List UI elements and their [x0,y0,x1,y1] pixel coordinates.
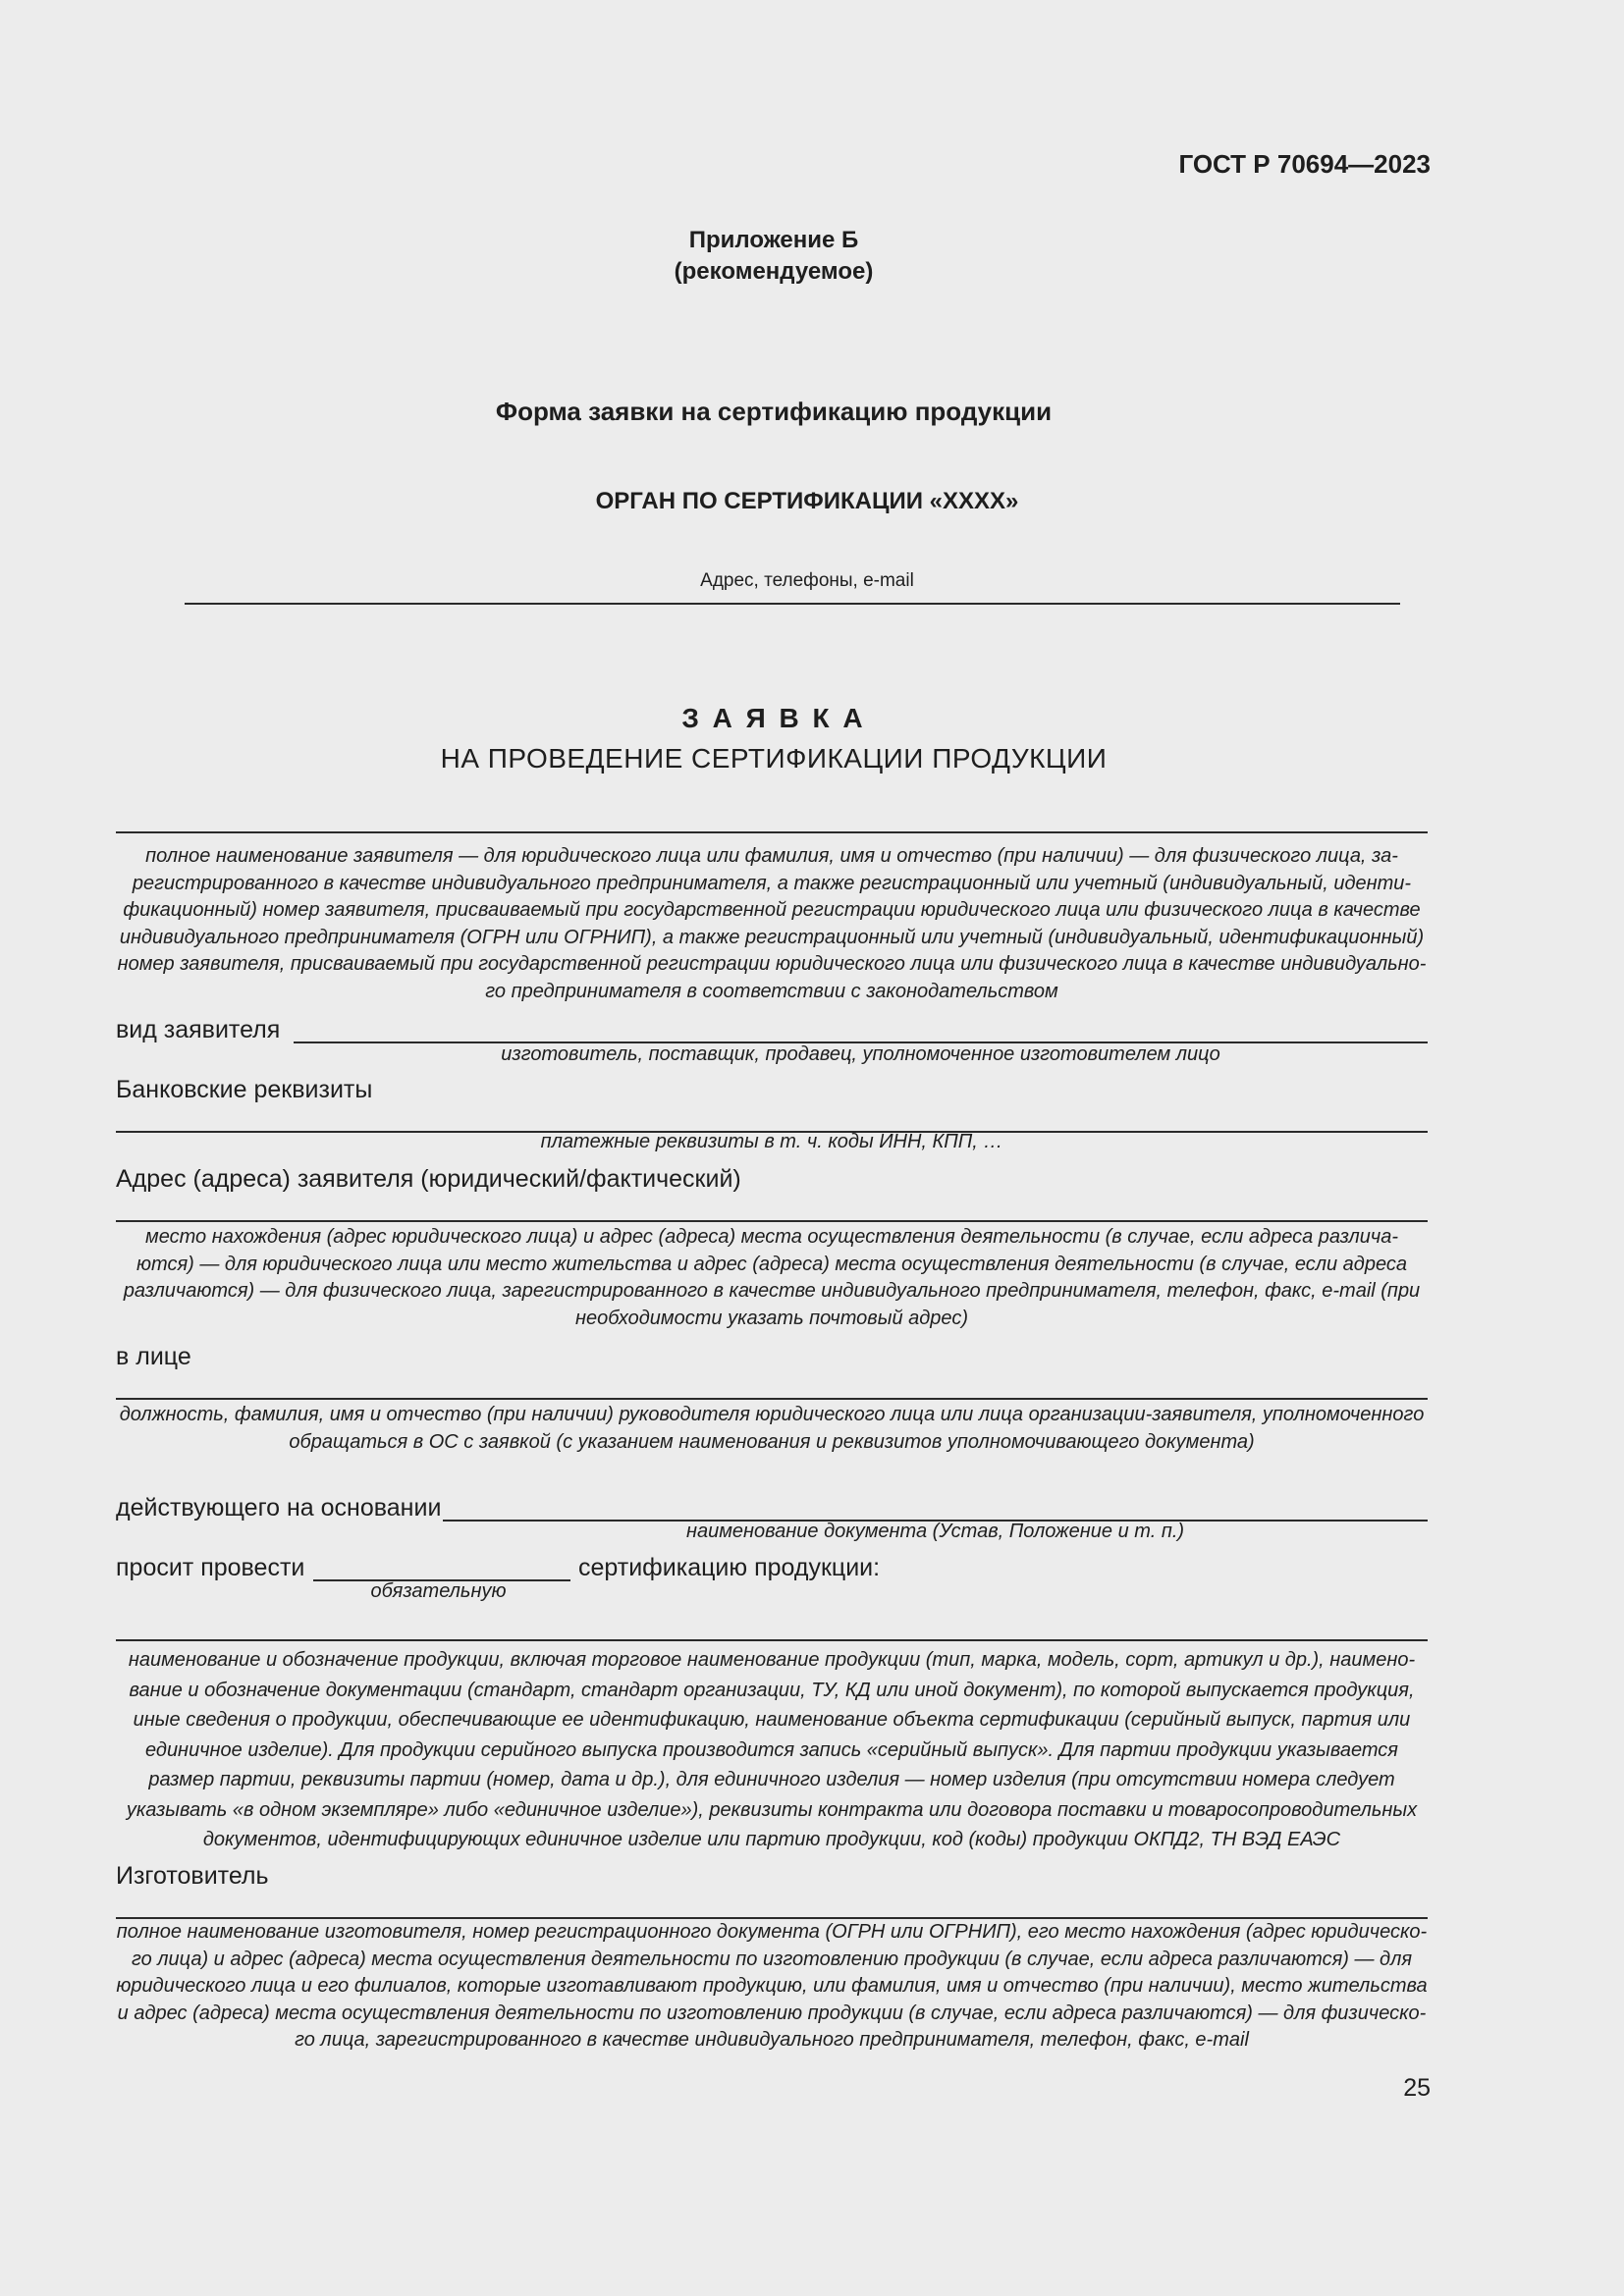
hint-line: место нахождения (адрес юридического лица) и адрес (адреса) места осуществления деятельности (в случае, если адреса различа- [144,1226,1399,1248]
hint-line: наименование и обозначение продукции, включая торговое наименование продукции (тип, марка, модель, сорт, артикул и др.), наимено- [128,1649,1416,1671]
application-subtitle: НА ПРОВЕДЕНИЕ СЕРТИФИКАЦИИ ПРОДУКЦИИ [440,743,1108,774]
standard-id: ГОСТ Р 70694—2023 [1178,149,1431,179]
represented-line[interactable] [116,1398,1428,1400]
hint-line: регистрированного в качестве индивидуального предпринимателя, а также регистрационный или учетный (индивидуальный, иденти- [132,872,1412,894]
address-label: Адрес (адреса) заявителя (юридический/фактический) [116,1165,741,1193]
represented-hint [116,1402,1428,1456]
product-hint [116,1645,1428,1855]
represented-label: в лице [116,1343,191,1370]
hint-line: вание и обозначение документации (стандарт, стандарт организации, ТУ, КД или иной документ), по которой выпускается продукция, [129,1679,1415,1701]
applicant-name-line[interactable] [116,831,1428,833]
basis-hint: наименование документа (Устав, Положение и т. п.) [685,1521,1185,1542]
product-line[interactable] [116,1639,1428,1641]
hint-line: го лица, зарегистрированного в качестве индивидуального предпринимателя, телефон, факс, e-mail [295,2029,1249,2051]
appendix-status: (рекомендуемое) [674,258,874,285]
certification-body-name: ОРГАН ПО СЕРТИФИКАЦИИ «XXXX» [595,488,1019,514]
hint-line: номер заявителя, присваиваемый при государственной регистрации юридического лица или физического лица в качестве индивидуально- [117,953,1427,975]
hint-line: полное наименование заявителя — для юридического лица или фамилия, имя и отчество (при наличии) — для физического лица, за- [145,845,1398,867]
applicant-type-hint: изготовитель, поставщик, продавец, уполномоченное изготовителем лицо [501,1043,1220,1065]
appendix-title: Приложение Б [688,227,859,253]
hint-line: указывать «в одном экземпляре» либо «единичное изделие»), реквизиты контракта или договора поставки и товаросопроводительных [126,1798,1418,1821]
hint-line: полное наименование изготовителя, номер регистрационного документа (ОГРН или ОГРНИП), его место нахождения (адрес юридическо- [116,1921,1428,1943]
request-hint: обязательную [370,1580,507,1602]
page-number: 25 [1403,2074,1431,2102]
address-line[interactable] [116,1220,1428,1222]
hint-line: индивидуального предпринимателя (ОГРН или ОГРНИП), а также регистрационный или учетный (индивидуальный, идентификационный) [119,926,1425,948]
hint-line: единичное изделие). Для продукции серийного выпуска производится запись «серийный выпуск». Для партии продукции указывается [144,1738,1398,1761]
hint-line: должность, фамилия, имя и отчество (при наличии) руководителя юридического лица или лица организации-заявителя, уполномоченного [119,1404,1425,1425]
application-title: З А Я В К А [681,703,866,733]
request-label-before: просит провести [116,1554,305,1581]
hint-line: и адрес (адреса) места осуществления деятельности по изготовлению продукции (в случае, если адреса различаются) — для физическо- [117,2002,1427,2024]
hint-line: го лица) и адрес (адреса) места осуществления деятельности по изготовлению продукции (в случае, если адреса различаются) — для [131,1948,1413,1970]
bank-hint: платежные реквизиты в т. ч. коды ИНН, КПП, … [540,1131,1003,1152]
certification-body-contacts: Адрес, телефоны, e-mail [700,570,914,591]
hint-line: фикационный) номер заявителя, присваиваемый при государственной регистрации юридического лица или физического лица в качестве [123,899,1421,921]
hint-line: иные сведения о продукции, обеспечивающие ее идентификацию, наименование объекта сертификации (серийный выпуск, партия или [133,1709,1411,1731]
applicant-name-hint [116,843,1428,1005]
hint-line: обращаться в ОС с заявкой (с указанием наименования и реквизитов уполномочивающего документа) [289,1430,1255,1453]
request-label-after: сертификацию продукции: [578,1554,881,1581]
hint-line: размер партии, реквизиты партии (номер, дата и др.), для единичного изделия — номер изделия (при отсутствии номера следует [148,1769,1395,1790]
manufacturer-hint [116,1919,1428,2055]
applicant-type-label: вид заявителя [116,1016,281,1043]
hint-line: юридического лица и его филиалов, которые изготавливают продукцию, или фамилия, имя и отчество (при наличии), место жительства [116,1975,1428,1997]
manufacturer-label: Изготовитель [116,1862,269,1890]
hint-line: необходимости указать почтовый адрес) [575,1307,968,1329]
bank-label: Банковские реквизиты [116,1076,373,1103]
hint-line: документов, идентифицирующих единичное изделие или партию продукции, код (коды) продукции ОКПД2, ТН ВЭД ЕАЭС [202,1829,1341,1850]
hint-line: ются) — для юридического лица или место жительства и адрес (адреса) места осуществления деятельности (в случае, если адреса [135,1253,1408,1275]
contacts-underline [185,603,1400,605]
hint-line: го предпринимателя в соответствии с законодательством [485,980,1058,1002]
address-hint [116,1224,1428,1332]
basis-label: действующего на основании [116,1494,442,1522]
hint-line: различаются) — для физического лица, зарегистрированного в качестве индивидуального предпринимателя, телефон, факс, e-mail (при [123,1280,1421,1302]
form-title: Форма заявки на сертификацию продукции [495,397,1053,426]
